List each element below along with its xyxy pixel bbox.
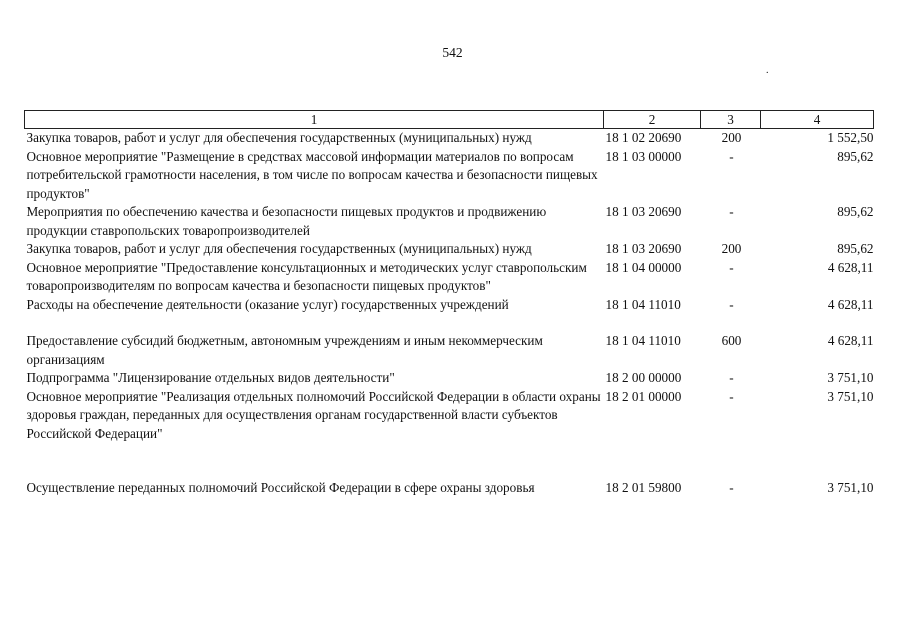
- table-row: [25, 240, 874, 259]
- row-name: Основное мероприятие "Предоставление консультационных и методических услуг ставропольским товаропроизводителям по вопросам качества и безопасности пищевых продуктов": [26, 259, 587, 293]
- row-code: 18 1 03 20690: [605, 204, 682, 219]
- row-code: 18 1 03 00000: [605, 148, 682, 164]
- row-code: 18 1 04 11010: [605, 296, 681, 312]
- row-type: -: [729, 204, 734, 219]
- row-type: -: [729, 388, 734, 404]
- row-amount: 4 628,11: [827, 259, 874, 275]
- row-name: Предоставление субсидий бюджетным, автономным учреждениям и иным некоммерческим организациям: [26, 333, 543, 367]
- row-amount: 895,62: [837, 204, 874, 219]
- row-type: -: [729, 296, 734, 312]
- row-type: -: [729, 480, 734, 495]
- table-row: [25, 296, 874, 333]
- row-name: Закупка товаров, работ и услуг для обеспечения государственных (муниципальных) нужд: [26, 241, 532, 256]
- row-type: 200: [721, 241, 742, 256]
- row-amount: 4 628,11: [827, 296, 874, 312]
- row-amount: 4 628,11: [827, 333, 874, 348]
- table-row: [25, 369, 874, 388]
- table-row: [25, 259, 874, 296]
- budget-table: [24, 110, 874, 498]
- row-type: 600: [721, 333, 742, 348]
- table-row: [25, 479, 874, 498]
- header-col-2: 2: [604, 111, 701, 129]
- row-type: -: [729, 148, 734, 164]
- row-name: Расходы на обеспечение деятельности (оказание услуг) государственных учреждений: [26, 296, 509, 312]
- row-code: 18 2 01 00000: [605, 388, 682, 404]
- row-type: -: [729, 259, 734, 275]
- row-name: Подпрограмма "Лицензирование отдельных видов деятельности": [26, 370, 395, 385]
- row-name: Закупка товаров, работ и услуг для обеспечения государственных (муниципальных) нужд: [26, 130, 532, 145]
- row-amount: 895,62: [837, 148, 874, 164]
- row-amount: 3 751,10: [827, 370, 874, 385]
- row-name: Осуществление переданных полномочий Российской Федерации в сфере охраны здоровья: [26, 480, 535, 495]
- header-col-4: 4: [761, 111, 874, 129]
- table-row: [25, 129, 874, 148]
- row-name: Основное мероприятие "Размещение в средствах массовой информации материалов по вопросам потребительской грамотности населения, в том числе по вопросам качества и безопасности пищевых продуктов": [26, 148, 598, 201]
- table-row: [25, 148, 874, 204]
- row-type: 200: [721, 130, 742, 145]
- header-col-1: 1: [25, 111, 604, 129]
- row-code: 18 1 04 00000: [605, 259, 682, 275]
- row-amount: 3 751,10: [827, 388, 874, 404]
- page-number: 542: [442, 45, 463, 60]
- table-row: [25, 203, 874, 240]
- header-col-3: 3: [701, 111, 761, 129]
- header-row: [25, 111, 874, 129]
- table-row: [25, 332, 874, 369]
- row-code: 18 1 04 11010: [605, 333, 681, 348]
- table-row: [25, 388, 874, 480]
- row-code: 18 1 02 20690: [605, 130, 682, 145]
- row-name: Мероприятия по обеспечению качества и безопасности пищевых продуктов и продвижению продукции ставропольских товаропроизводителей: [26, 204, 547, 238]
- row-code: 18 2 00 00000: [605, 370, 682, 385]
- row-amount: 3 751,10: [827, 480, 874, 495]
- row-name: Основное мероприятие "Реализация отдельных полномочий Российской Федерации в области охраны здоровья граждан, переданных для осуществления органам государственной власти субъектов Российской Федерации": [26, 388, 601, 441]
- row-code: 18 2 01 59800: [605, 480, 682, 495]
- row-code: 18 1 03 20690: [605, 241, 682, 256]
- stray-mark: .: [766, 65, 769, 76]
- row-type: -: [729, 370, 734, 385]
- row-amount: 895,62: [837, 241, 874, 256]
- row-amount: 1 552,50: [827, 130, 874, 145]
